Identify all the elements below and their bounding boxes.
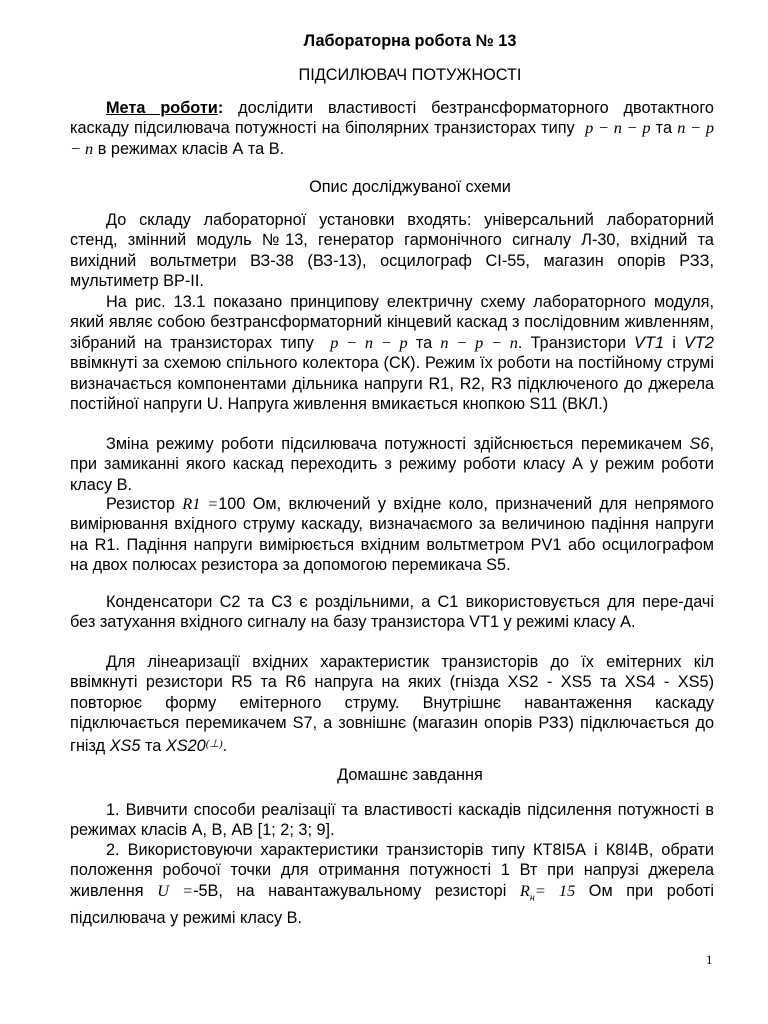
paragraph-resistor-text-a: Резистор <box>106 495 175 513</box>
section-scheme-heading: Опис досліджуваної схеми <box>309 178 511 196</box>
switch-s6: S6 <box>689 435 710 453</box>
load-resistor-subscript: н <box>529 892 535 904</box>
goal-paragraph: Мета роботи: дослідити властивості безтрансформаторного двотактного каскаду підсилювача потужності на біполярних транзисторах типу p − n − p та n − p − n в режимах класів А та В. <box>70 99 714 158</box>
load-resistor-r: R <box>519 880 530 900</box>
load-resistor-value: = 15 <box>534 880 576 900</box>
paragraph-mode-text-a: Зміна режиму роботи підсилювача потужності здійснюється перемикачем <box>106 435 683 453</box>
goal-pnp: p − n − p <box>585 118 651 138</box>
paragraph-capacitors <box>70 592 714 633</box>
paragraph-resistor <box>70 494 714 576</box>
paragraph-circuit-text-e: ввімкнуті за схемою спільного колектора (СК). Режим їх роботи на постійному струмі визначається компонентами дільника напруги R1, R2, R3 підключеного до джерела постійної напруги U. Напруга живлення вмикається кнопкою S11 (ВКЛ.) <box>70 354 714 414</box>
transistor-vt1: VT1 <box>634 333 665 352</box>
goal-and: та <box>655 119 673 138</box>
paragraph-linear-and: та <box>145 736 162 755</box>
circuit-npn: n − p − n <box>440 332 518 352</box>
goal-npn: n − p − n <box>70 118 714 158</box>
page-subtitle: ПІДСИЛЮВАЧ ПОТУЖНОСТІ <box>298 66 522 84</box>
goal-text-end: в режимах класів А та В. <box>97 139 285 158</box>
task-2 <box>70 840 714 929</box>
task-2-text-c: Ом при роботі підсилювача у режимі класу В. <box>70 881 714 928</box>
page-number: 1 <box>706 952 713 967</box>
paragraph-mode-switch <box>70 434 714 495</box>
circuit-and: та <box>415 333 433 352</box>
section-homework-heading: Домашнє завдання <box>337 766 483 784</box>
goal-text: дослідити властивості безтрансформаторного двотактного каскаду підсилювача потужності на біполярних транзисторах типу <box>70 99 714 138</box>
paragraph-linear-end: . <box>222 736 228 755</box>
circuit-pnp: p − n − p <box>330 332 408 352</box>
task-2-text-b: -5В, на навантажувальному резисторі <box>193 881 507 900</box>
paragraph-capacitors-text: Конденсатори С2 та С3 є роздільними, а С1 використовується для пере-дачі без затухання вхідного сигналу на базу транзистора VT1 у режимі класу А. <box>70 593 714 632</box>
paragraph-mode-text-b: , при замиканні якого каскад переходить з режиму роботи класу А у режим роботи класу В. <box>70 435 714 494</box>
ground-symbol: (⊥) <box>205 737 223 750</box>
goal-label: Мета роботи <box>106 99 218 117</box>
paragraph-linearization <box>70 652 714 756</box>
page-title: Лабораторна робота № 13 <box>303 32 517 50</box>
transistor-vt2: VT2 <box>684 333 714 352</box>
supply-voltage-u: U = <box>157 880 194 900</box>
task-1 <box>70 800 714 841</box>
paragraph-circuit-text-c: . Транзистори <box>517 333 626 352</box>
paragraph-resistor-text-b: 100 Ом, включений у вхідне коло, призначений для непрямого вимірювання вхідного струму каскаду, визначаємого за величиною падіння напруги на R1. Падіння напруги вимірюється вхідним вольтметром PV1 або осцилографом на двох полюсах резистора за допомогою перемикача S5. <box>70 495 714 575</box>
paragraph-circuit <box>70 292 714 414</box>
paragraph-linear-text-a: Для лінеаризації вхідних характеристик транзисторів до їх емітерних кіл ввімкнуті резистори R5 та R6 напруга на яких (гнізда XS2 - XS5 та XS4 - XS5) повторює форму емітерного струму. Внутрішнє навантаження каскаду підключається перемикачем S7, а зовнішнє (магазин опорів РЗЗ) підключається до гнізд <box>70 653 714 755</box>
paragraph-equipment-text: До складу лабораторної установки входять: універсальний лабораторний стенд, змінний модуль №13, генератор гармонічного сигналу Л-30, вхідний та вихідний вольтметри ВЗ-38 (ВЗ-13), осцилограф СІ-55, магазин опорів РЗЗ, мультиметр ВР-ІІ. <box>70 211 714 291</box>
paragraph-equipment <box>70 210 714 292</box>
task-1-text: 1. Вивчити способи реалізації та властивості каскадів підсилення потужності в режимах класів А, В, АВ [1; 2; 3; 9]. <box>70 801 714 840</box>
task-2-text-a: 2. Використовуючи характеристики транзисторів типу КТ8І5А і К8І4В, обрати положення робочої точки для отримання потужності 1 Вт при напрузі джерела живлення <box>70 841 714 900</box>
socket-xs5: XS5 <box>109 736 141 755</box>
socket-xs20: XS20 <box>165 736 206 755</box>
resistor-r1: R1 = <box>182 494 219 513</box>
circuit-and-2: і <box>672 333 676 352</box>
paragraph-circuit-text-a: На рис. 13.1 показано принципову електричну схему лабораторного модуля, який являє собою безтрансформаторний кінцевий каскад з послідовним живленням, зібраний на транзисторах типу <box>70 293 714 352</box>
